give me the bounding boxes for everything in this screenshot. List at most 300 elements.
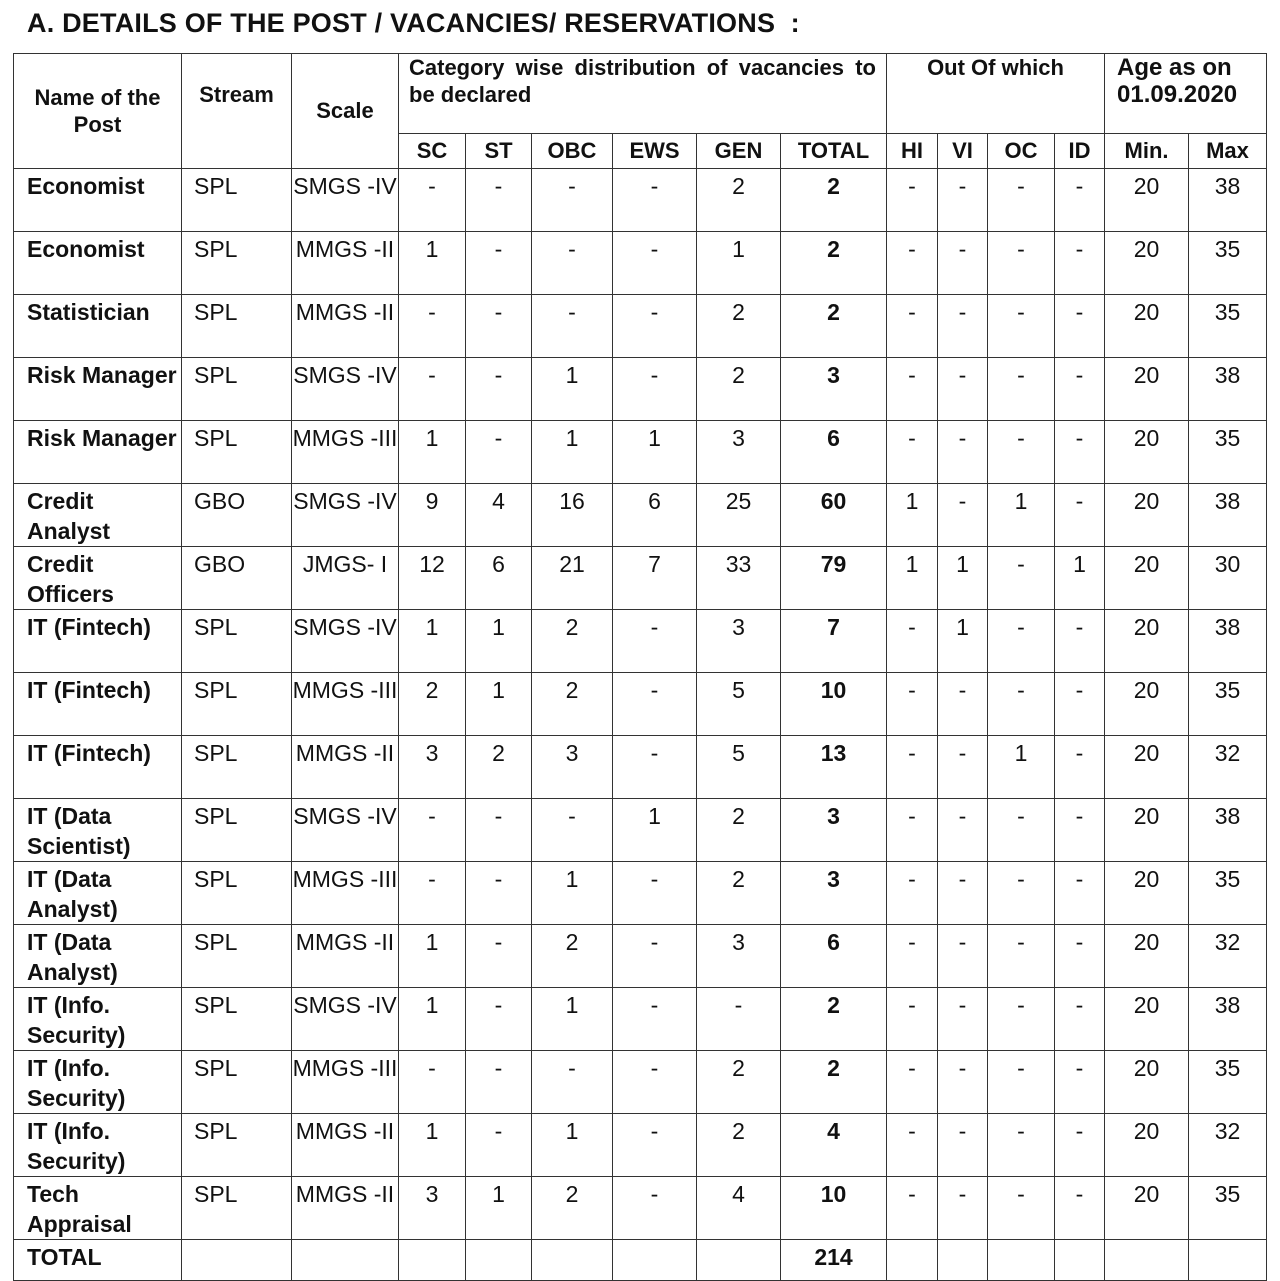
header-category-distribution: Category wise distribution of vacancies to be declared — [399, 54, 887, 134]
cell-total: 10 — [781, 1177, 887, 1240]
empty-cell — [399, 1240, 466, 1281]
cell-gen: 2 — [697, 1114, 781, 1177]
cell-st: - — [466, 862, 532, 925]
cell-hi: - — [887, 232, 938, 295]
cell-id: - — [1055, 799, 1105, 862]
cell-total: 6 — [781, 421, 887, 484]
cell-sc: - — [399, 862, 466, 925]
table-row — [14, 484, 1267, 547]
cell-vi: 1 — [938, 547, 988, 610]
cell-hi: 1 — [887, 484, 938, 547]
empty-cell — [887, 1240, 938, 1281]
cell-obc: - — [532, 799, 613, 862]
cell-st: 6 — [466, 547, 532, 610]
cell-vi: - — [938, 862, 988, 925]
table-row — [14, 421, 1267, 484]
cell-min: 20 — [1105, 799, 1189, 862]
cell-gen: 2 — [697, 169, 781, 232]
cell-vi: - — [938, 169, 988, 232]
cell-total: 60 — [781, 484, 887, 547]
cell-id: - — [1055, 169, 1105, 232]
empty-cell — [1055, 1240, 1105, 1281]
cell-st: - — [466, 1051, 532, 1114]
cell-sc: 3 — [399, 1177, 466, 1240]
cell-st: - — [466, 925, 532, 988]
cell-oc: - — [988, 1177, 1055, 1240]
cell-min: 20 — [1105, 169, 1189, 232]
stream-cell: GBO — [182, 547, 292, 610]
subheader-oc: OC — [988, 134, 1055, 169]
cell-oc: - — [988, 988, 1055, 1051]
cell-min: 20 — [1105, 295, 1189, 358]
header-out-of-which: Out Of which — [887, 54, 1105, 134]
subheader-id: ID — [1055, 134, 1105, 169]
cell-min: 20 — [1105, 610, 1189, 673]
cell-vi: - — [938, 484, 988, 547]
cell-min: 20 — [1105, 736, 1189, 799]
cell-vi: - — [938, 295, 988, 358]
scale-cell: MMGS -II — [292, 1177, 399, 1240]
cell-vi: - — [938, 673, 988, 736]
cell-total: 3 — [781, 862, 887, 925]
cell-obc: 2 — [532, 1177, 613, 1240]
table-row — [14, 610, 1267, 673]
stream-cell: SPL — [182, 421, 292, 484]
cell-max: 38 — [1189, 484, 1267, 547]
scale-cell: MMGS -II — [292, 232, 399, 295]
cell-min: 20 — [1105, 484, 1189, 547]
cell-obc: 2 — [532, 673, 613, 736]
cell-oc: - — [988, 547, 1055, 610]
cell-oc: - — [988, 1114, 1055, 1177]
subheader-hi: HI — [887, 134, 938, 169]
cell-st: - — [466, 232, 532, 295]
cell-gen: 3 — [697, 610, 781, 673]
cell-hi: - — [887, 421, 938, 484]
stream-cell: SPL — [182, 925, 292, 988]
scale-cell: MMGS -III — [292, 862, 399, 925]
cell-oc: - — [988, 295, 1055, 358]
cell-st: - — [466, 295, 532, 358]
post-name: Economist — [14, 169, 182, 232]
cell-sc: 12 — [399, 547, 466, 610]
cell-max: 38 — [1189, 799, 1267, 862]
cell-hi: - — [887, 169, 938, 232]
cell-vi: - — [938, 232, 988, 295]
table-row — [14, 799, 1267, 862]
stream-cell: SPL — [182, 862, 292, 925]
header-age-date: 01.09.2020 — [1117, 81, 1238, 108]
cell-vi: 1 — [938, 610, 988, 673]
cell-obc: 1 — [532, 1114, 613, 1177]
cell-min: 20 — [1105, 1051, 1189, 1114]
table-row — [14, 862, 1267, 925]
cell-oc: - — [988, 1051, 1055, 1114]
cell-hi: - — [887, 862, 938, 925]
cell-obc: 2 — [532, 925, 613, 988]
cell-ews: - — [613, 736, 697, 799]
cell-obc: 1 — [532, 421, 613, 484]
stream-cell: SPL — [182, 799, 292, 862]
cell-oc: - — [988, 421, 1055, 484]
cell-obc: 16 — [532, 484, 613, 547]
cell-vi: - — [938, 1051, 988, 1114]
table-row — [14, 988, 1267, 1051]
subheader-min: Min. — [1105, 134, 1189, 169]
cell-id: - — [1055, 232, 1105, 295]
stream-cell: SPL — [182, 1051, 292, 1114]
cell-total: 79 — [781, 547, 887, 610]
table-row — [14, 1177, 1267, 1240]
empty-cell — [466, 1240, 532, 1281]
cell-sc: 9 — [399, 484, 466, 547]
table-row — [14, 1114, 1267, 1177]
cell-id: - — [1055, 736, 1105, 799]
cell-gen: 4 — [697, 1177, 781, 1240]
empty-cell — [613, 1240, 697, 1281]
cell-sc: 1 — [399, 421, 466, 484]
cell-hi: - — [887, 358, 938, 421]
scale-cell: SMGS -IV — [292, 484, 399, 547]
post-name: Risk Manager — [14, 421, 182, 484]
post-name: IT (Fintech) — [14, 610, 182, 673]
cell-id: 1 — [1055, 547, 1105, 610]
cell-ews: - — [613, 862, 697, 925]
table-row — [14, 295, 1267, 358]
cell-id: - — [1055, 484, 1105, 547]
subheader-ews: EWS — [613, 134, 697, 169]
total-label: TOTAL — [14, 1240, 182, 1281]
cell-sc: - — [399, 358, 466, 421]
cell-max: 35 — [1189, 295, 1267, 358]
grand-total: 214 — [781, 1240, 887, 1281]
cell-ews: - — [613, 610, 697, 673]
cell-oc: - — [988, 169, 1055, 232]
cell-obc: - — [532, 1051, 613, 1114]
cell-ews: 7 — [613, 547, 697, 610]
cell-vi: - — [938, 1177, 988, 1240]
cell-total: 2 — [781, 169, 887, 232]
cell-obc: - — [532, 232, 613, 295]
cell-obc: 1 — [532, 358, 613, 421]
cell-total: 3 — [781, 799, 887, 862]
scale-cell: SMGS -IV — [292, 169, 399, 232]
stream-cell: GBO — [182, 484, 292, 547]
cell-gen: 2 — [697, 295, 781, 358]
empty-cell — [1105, 1240, 1189, 1281]
cell-ews: - — [613, 232, 697, 295]
cell-sc: 1 — [399, 988, 466, 1051]
cell-hi: - — [887, 1114, 938, 1177]
cell-sc: 3 — [399, 736, 466, 799]
cell-obc: 1 — [532, 988, 613, 1051]
post-name: IT (Fintech) — [14, 736, 182, 799]
post-name: Economist — [14, 232, 182, 295]
cell-total: 4 — [781, 1114, 887, 1177]
cell-sc: 1 — [399, 610, 466, 673]
cell-total: 2 — [781, 232, 887, 295]
cell-st: - — [466, 1114, 532, 1177]
cell-gen: 2 — [697, 1051, 781, 1114]
cell-max: 35 — [1189, 862, 1267, 925]
cell-gen: - — [697, 988, 781, 1051]
scale-cell: MMGS -III — [292, 1051, 399, 1114]
cell-gen: 2 — [697, 358, 781, 421]
cell-ews: - — [613, 358, 697, 421]
cell-hi: - — [887, 610, 938, 673]
cell-max: 32 — [1189, 1114, 1267, 1177]
empty-cell — [1189, 1240, 1267, 1281]
empty-cell — [697, 1240, 781, 1281]
cell-gen: 5 — [697, 736, 781, 799]
header-age-label: Age as on — [1117, 54, 1232, 81]
cell-oc: - — [988, 925, 1055, 988]
cell-st: - — [466, 169, 532, 232]
subheader-vi: VI — [938, 134, 988, 169]
cell-st: 2 — [466, 736, 532, 799]
cell-st: 4 — [466, 484, 532, 547]
cell-total: 2 — [781, 988, 887, 1051]
cell-ews: - — [613, 1051, 697, 1114]
header-scale: Scale — [292, 54, 399, 169]
stream-cell: SPL — [182, 169, 292, 232]
total-row — [14, 1240, 1267, 1281]
cell-oc: - — [988, 799, 1055, 862]
scale-cell: MMGS -III — [292, 421, 399, 484]
scale-cell: MMGS -II — [292, 925, 399, 988]
subheader-gen: GEN — [697, 134, 781, 169]
cell-st: 1 — [466, 610, 532, 673]
post-name: Credit Officers — [14, 547, 182, 610]
cell-vi: - — [938, 358, 988, 421]
subheader-st: ST — [466, 134, 532, 169]
cell-max: 35 — [1189, 673, 1267, 736]
empty-cell — [988, 1240, 1055, 1281]
table-row — [14, 673, 1267, 736]
vacancy-table — [13, 53, 1267, 1281]
cell-st: 1 — [466, 673, 532, 736]
cell-max: 35 — [1189, 1051, 1267, 1114]
scale-cell: MMGS -II — [292, 1114, 399, 1177]
cell-max: 32 — [1189, 925, 1267, 988]
cell-oc: - — [988, 358, 1055, 421]
cell-obc: 21 — [532, 547, 613, 610]
cell-gen: 3 — [697, 421, 781, 484]
stream-cell: SPL — [182, 1114, 292, 1177]
cell-sc: - — [399, 169, 466, 232]
cell-ews: 1 — [613, 421, 697, 484]
cell-ews: - — [613, 295, 697, 358]
table-row — [14, 925, 1267, 988]
post-name: Risk Manager — [14, 358, 182, 421]
table-row — [14, 736, 1267, 799]
cell-st: 1 — [466, 1177, 532, 1240]
stream-cell: SPL — [182, 1177, 292, 1240]
header-name-of-post: Name of the Post — [14, 54, 182, 169]
cell-ews: - — [613, 925, 697, 988]
cell-vi: - — [938, 988, 988, 1051]
cell-sc: - — [399, 799, 466, 862]
cell-hi: - — [887, 736, 938, 799]
cell-id: - — [1055, 610, 1105, 673]
table-row — [14, 547, 1267, 610]
cell-id: - — [1055, 862, 1105, 925]
post-name: IT (Data Analyst) — [14, 925, 182, 988]
post-name: IT (Fintech) — [14, 673, 182, 736]
cell-id: - — [1055, 1051, 1105, 1114]
cell-ews: - — [613, 1114, 697, 1177]
cell-max: 30 — [1189, 547, 1267, 610]
cell-st: - — [466, 988, 532, 1051]
cell-gen: 2 — [697, 799, 781, 862]
cell-id: - — [1055, 988, 1105, 1051]
cell-st: - — [466, 358, 532, 421]
cell-max: 38 — [1189, 358, 1267, 421]
subheader-total: TOTAL — [781, 134, 887, 169]
cell-oc: 1 — [988, 484, 1055, 547]
post-name: IT (Data Scientist) — [14, 799, 182, 862]
cell-ews: 6 — [613, 484, 697, 547]
cell-min: 20 — [1105, 862, 1189, 925]
scale-cell: SMGS -IV — [292, 610, 399, 673]
cell-gen: 2 — [697, 862, 781, 925]
post-name: IT (Info. Security) — [14, 1051, 182, 1114]
scale-cell: MMGS -III — [292, 673, 399, 736]
cell-min: 20 — [1105, 673, 1189, 736]
cell-hi: - — [887, 988, 938, 1051]
post-name: Credit Analyst — [14, 484, 182, 547]
cell-oc: - — [988, 862, 1055, 925]
cell-hi: - — [887, 1051, 938, 1114]
cell-min: 20 — [1105, 925, 1189, 988]
subheader-obc: OBC — [532, 134, 613, 169]
cell-min: 20 — [1105, 1114, 1189, 1177]
post-name: IT (Data Analyst) — [14, 862, 182, 925]
cell-id: - — [1055, 673, 1105, 736]
table-row — [14, 358, 1267, 421]
cell-oc: - — [988, 673, 1055, 736]
header-age — [1105, 54, 1267, 134]
stream-cell: SPL — [182, 673, 292, 736]
cell-id: - — [1055, 1177, 1105, 1240]
post-name: IT (Info. Security) — [14, 1114, 182, 1177]
cell-min: 20 — [1105, 547, 1189, 610]
cell-max: 38 — [1189, 988, 1267, 1051]
cell-total: 10 — [781, 673, 887, 736]
table-row — [14, 169, 1267, 232]
cell-sc: 1 — [399, 925, 466, 988]
table-row — [14, 1051, 1267, 1114]
scale-cell: SMGS -IV — [292, 988, 399, 1051]
cell-ews: - — [613, 673, 697, 736]
cell-gen: 3 — [697, 925, 781, 988]
post-name: IT (Info. Security) — [14, 988, 182, 1051]
cell-sc: 1 — [399, 1114, 466, 1177]
cell-obc: 1 — [532, 862, 613, 925]
cell-id: - — [1055, 358, 1105, 421]
cell-max: 35 — [1189, 421, 1267, 484]
scale-cell: SMGS -IV — [292, 799, 399, 862]
subheader-max: Max — [1189, 134, 1267, 169]
cell-obc: - — [532, 169, 613, 232]
cell-ews: - — [613, 1177, 697, 1240]
cell-total: 13 — [781, 736, 887, 799]
cell-vi: - — [938, 925, 988, 988]
cell-id: - — [1055, 1114, 1105, 1177]
header-stream: Stream — [182, 54, 292, 169]
cell-max: 35 — [1189, 1177, 1267, 1240]
cell-id: - — [1055, 295, 1105, 358]
cell-oc: 1 — [988, 736, 1055, 799]
cell-total: 2 — [781, 295, 887, 358]
cell-id: - — [1055, 925, 1105, 988]
cell-min: 20 — [1105, 232, 1189, 295]
cell-total: 3 — [781, 358, 887, 421]
cell-obc: 2 — [532, 610, 613, 673]
scale-cell: MMGS -II — [292, 736, 399, 799]
cell-ews: - — [613, 988, 697, 1051]
cell-total: 2 — [781, 1051, 887, 1114]
cell-hi: - — [887, 925, 938, 988]
cell-total: 6 — [781, 925, 887, 988]
post-name: Statistician — [14, 295, 182, 358]
stream-cell: SPL — [182, 232, 292, 295]
cell-hi: - — [887, 799, 938, 862]
section-title: A. DETAILS OF THE POST / VACANCIES/ RESERVATIONS : — [27, 8, 800, 38]
cell-obc: - — [532, 295, 613, 358]
cell-hi: 1 — [887, 547, 938, 610]
cell-hi: - — [887, 1177, 938, 1240]
empty-cell — [532, 1240, 613, 1281]
stream-cell: SPL — [182, 610, 292, 673]
cell-gen: 33 — [697, 547, 781, 610]
cell-vi: - — [938, 421, 988, 484]
stream-cell: SPL — [182, 358, 292, 421]
cell-max: 38 — [1189, 610, 1267, 673]
cell-id: - — [1055, 421, 1105, 484]
cell-min: 20 — [1105, 1177, 1189, 1240]
cell-min: 20 — [1105, 421, 1189, 484]
cell-st: - — [466, 799, 532, 862]
cell-vi: - — [938, 736, 988, 799]
cell-hi: - — [887, 673, 938, 736]
cell-hi: - — [887, 295, 938, 358]
cell-max: 35 — [1189, 232, 1267, 295]
cell-sc: - — [399, 295, 466, 358]
empty-cell — [938, 1240, 988, 1281]
cell-ews: - — [613, 169, 697, 232]
cell-sc: - — [399, 1051, 466, 1114]
cell-gen: 25 — [697, 484, 781, 547]
stream-cell: SPL — [182, 736, 292, 799]
cell-min: 20 — [1105, 988, 1189, 1051]
empty-cell — [292, 1240, 399, 1281]
cell-ews: 1 — [613, 799, 697, 862]
cell-max: 32 — [1189, 736, 1267, 799]
cell-max: 38 — [1189, 169, 1267, 232]
cell-vi: - — [938, 799, 988, 862]
cell-min: 20 — [1105, 358, 1189, 421]
stream-cell: SPL — [182, 988, 292, 1051]
cell-gen: 1 — [697, 232, 781, 295]
cell-sc: 1 — [399, 232, 466, 295]
cell-total: 7 — [781, 610, 887, 673]
post-name: Tech Appraisal — [14, 1177, 182, 1240]
cell-obc: 3 — [532, 736, 613, 799]
empty-cell — [182, 1240, 292, 1281]
table-row — [14, 232, 1267, 295]
cell-sc: 2 — [399, 673, 466, 736]
